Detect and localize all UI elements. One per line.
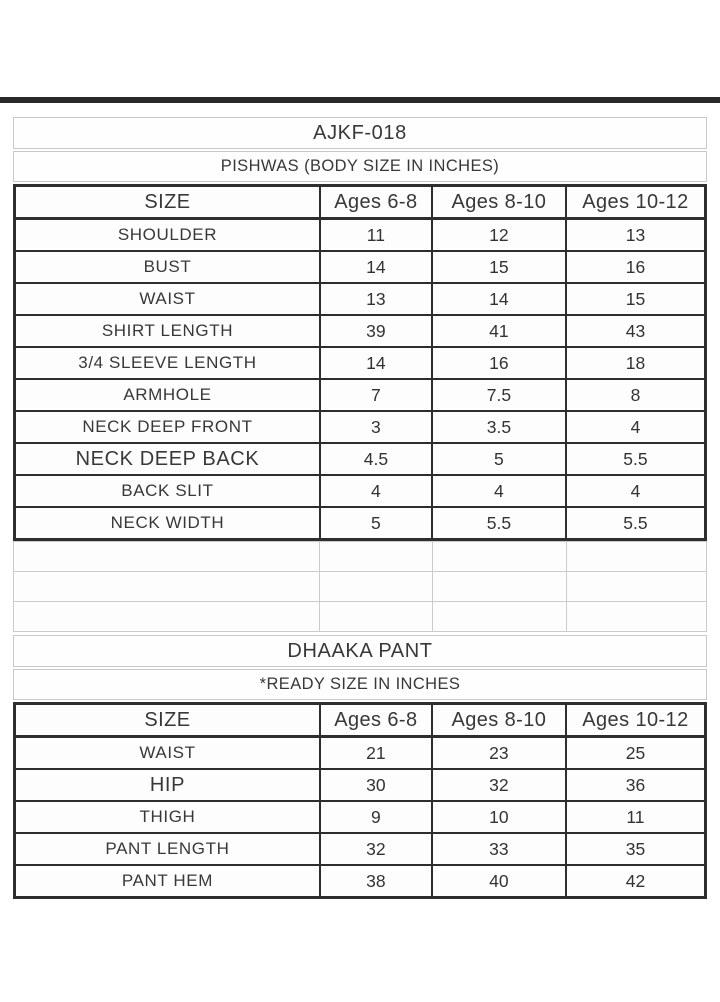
cell-value: 11 [320,219,432,252]
cell-value: 11 [566,801,706,833]
cell-value: 36 [566,769,706,801]
column-header-ages-6-8: Ages 6-8 [320,186,432,219]
table-row [15,865,706,898]
cell-value: 35 [566,833,706,865]
cell-value: 3.5 [432,411,566,443]
column-header-ages-8-10: Ages 8-10 [432,186,566,219]
empty-row [14,602,707,632]
pishwas-table-title: PISHWAS (BODY SIZE IN INCHES) [13,151,707,182]
empty-row [14,542,707,572]
cell-value: 40 [432,865,566,898]
pant-table-title: DHAAKA PANT [13,635,707,667]
size-chart-sheet [13,117,707,899]
cell-value: 4 [566,475,706,507]
cell-value: 39 [320,315,432,347]
table-row [15,737,706,770]
cell-value: 4 [566,411,706,443]
row-label: NECK WIDTH [15,507,320,540]
cell-value: 14 [320,347,432,379]
cell-value: 18 [566,347,706,379]
column-header-size: SIZE [15,704,320,737]
cell-value: 8 [566,379,706,411]
cell-value: 33 [432,833,566,865]
cell-value: 15 [432,251,566,283]
cell-value: 12 [432,219,566,252]
cell-value: 38 [320,865,432,898]
cell-value: 32 [320,833,432,865]
cell-value: 3 [320,411,432,443]
row-label: ARMHOLE [15,379,320,411]
row-label: WAIST [15,283,320,315]
table-row [15,379,706,411]
cell-value: 16 [566,251,706,283]
empty-row [14,572,707,602]
cell-value: 32 [432,769,566,801]
cell-value: 13 [566,219,706,252]
cell-value: 10 [432,801,566,833]
cell-value: 7 [320,379,432,411]
cell-value: 21 [320,737,432,770]
row-label: 3/4 SLEEVE LENGTH [15,347,320,379]
table-row [15,283,706,315]
row-label: SHIRT LENGTH [15,315,320,347]
table-row [15,507,706,540]
table-row [15,801,706,833]
cell-value: 5 [432,443,566,475]
cell-value: 15 [566,283,706,315]
pishwas-header-row [15,186,706,219]
empty-spacer-grid [13,541,707,632]
cell-value: 41 [432,315,566,347]
column-header-ages-10-12: Ages 10-12 [566,186,706,219]
pishwas-size-table [13,184,707,541]
table-row [15,769,706,801]
cell-value: 14 [432,283,566,315]
table-row [15,833,706,865]
cell-value: 5 [320,507,432,540]
column-header-ages-8-10: Ages 8-10 [432,704,566,737]
cell-value: 16 [432,347,566,379]
row-label: BUST [15,251,320,283]
cell-value: 43 [566,315,706,347]
cell-value: 5.5 [432,507,566,540]
table-row [15,219,706,252]
pant-table-subtitle: *READY SIZE IN INCHES [13,669,707,700]
column-header-ages-10-12: Ages 10-12 [566,704,706,737]
table-row [15,347,706,379]
table-row [15,475,706,507]
cell-value: 5.5 [566,507,706,540]
top-divider-bar [0,97,720,103]
row-label: NECK DEEP BACK [15,443,320,475]
row-label: HIP [15,769,320,801]
column-header-size: SIZE [15,186,320,219]
cell-value: 7.5 [432,379,566,411]
pant-header-row [15,704,706,737]
cell-value: 30 [320,769,432,801]
row-label: WAIST [15,737,320,770]
row-label: NECK DEEP FRONT [15,411,320,443]
cell-value: 5.5 [566,443,706,475]
cell-value: 14 [320,251,432,283]
table-row [15,251,706,283]
product-code: AJKF-018 [13,117,707,149]
row-label: PANT LENGTH [15,833,320,865]
row-label: THIGH [15,801,320,833]
cell-value: 4 [320,475,432,507]
column-header-ages-6-8: Ages 6-8 [320,704,432,737]
row-label: PANT HEM [15,865,320,898]
cell-value: 13 [320,283,432,315]
cell-value: 4.5 [320,443,432,475]
pant-size-table [13,702,707,899]
table-row [15,443,706,475]
row-label: BACK SLIT [15,475,320,507]
table-row [15,411,706,443]
table-row [15,315,706,347]
row-label: SHOULDER [15,219,320,252]
cell-value: 9 [320,801,432,833]
cell-value: 4 [432,475,566,507]
cell-value: 23 [432,737,566,770]
cell-value: 25 [566,737,706,770]
cell-value: 42 [566,865,706,898]
